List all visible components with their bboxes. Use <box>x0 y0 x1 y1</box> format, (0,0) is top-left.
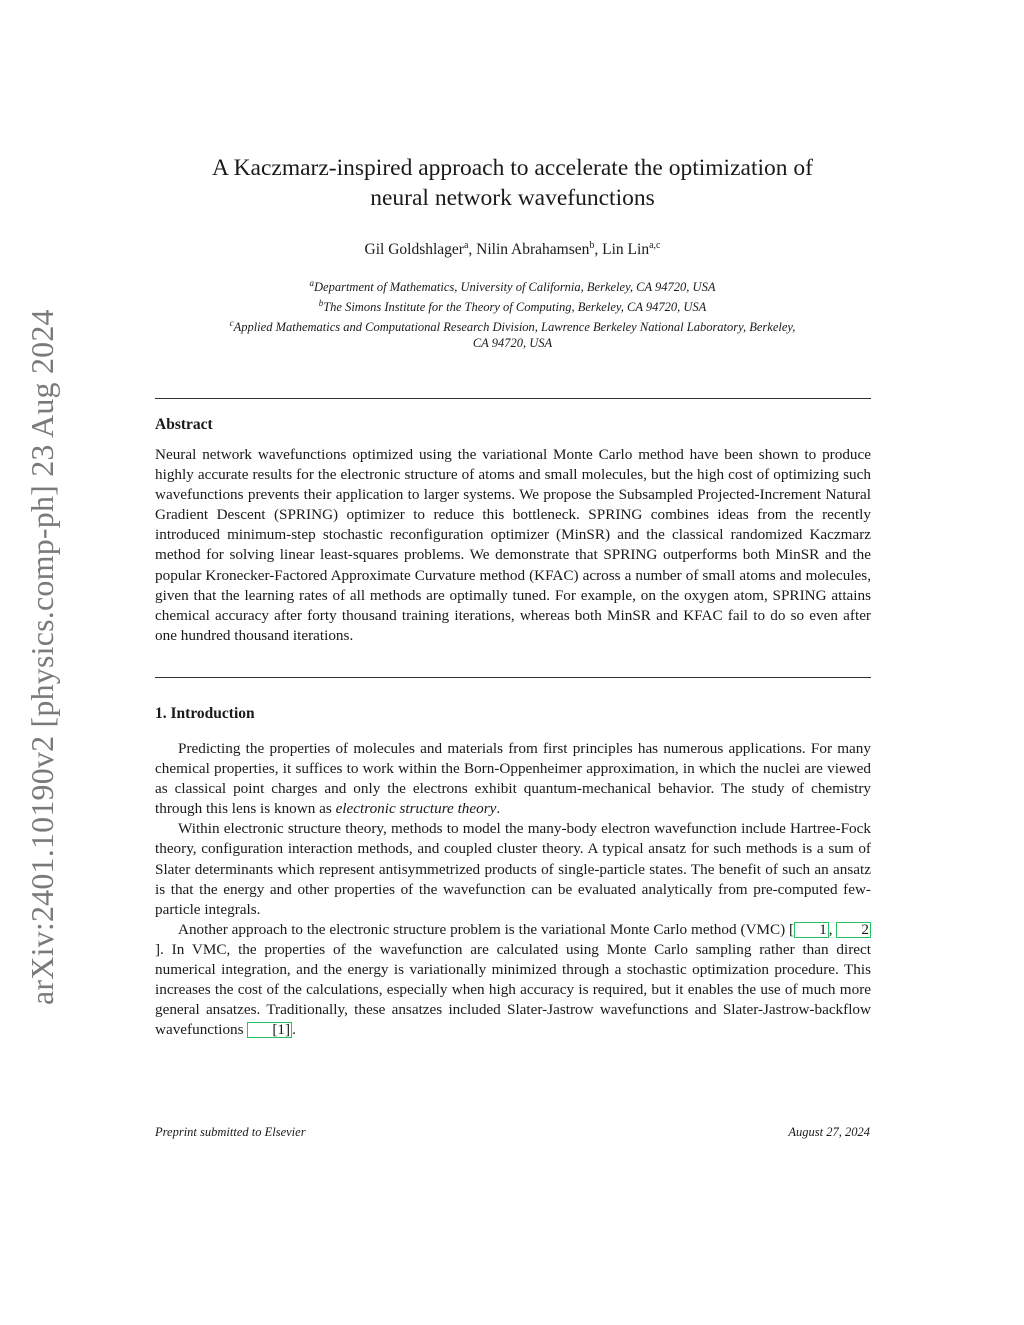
emphasized-term: electronic structure theory <box>335 800 497 818</box>
title-line-2: neural network wavefunctions <box>370 185 655 211</box>
abstract-top-rule <box>155 398 871 399</box>
section-heading-introduction: 1. Introduction <box>155 705 255 722</box>
citation-link[interactable]: [1] <box>247 1022 292 1038</box>
abstract-bottom-rule <box>155 677 871 678</box>
affiliation-mark: b <box>318 298 324 309</box>
footer-preprint-note: Preprint submitted to Elsevier <box>155 1125 306 1139</box>
paragraph-text: , <box>828 920 837 938</box>
author-affiliation-mark: a <box>463 240 469 251</box>
affiliation-list <box>155 275 870 351</box>
arxiv-identifier-stamp: arXiv:2401.10190v2 [physics.comp-ph] 23 Aug 2024 <box>24 309 60 1006</box>
citation-link[interactable]: 1 <box>794 922 829 938</box>
author-name: Nilin Abrahamsen <box>476 241 590 259</box>
author-affiliation-mark: b <box>589 240 595 251</box>
author-affiliation-mark: a,c <box>649 240 661 251</box>
paper-title <box>155 153 870 213</box>
affiliation-text: CA 94720, USA <box>472 336 553 351</box>
footer-date: August 27, 2024 <box>788 1125 870 1139</box>
affiliation-text: The Simons Institute for the Theory of Computing, Berkeley, CA 94720, USA <box>323 300 707 315</box>
author-name: Lin Lin <box>602 241 650 259</box>
affiliation-mark: a <box>309 278 315 288</box>
affiliation-line <box>155 295 870 315</box>
paragraph-text: Within electronic structure theory, methods to model the many-body electron wavefunction include Hartree-Fock theory, configuration interaction methods, and coupled cluster theory. A typical ansatz for such methods is a sum of Slater determinants which represent antisymmetrized products of single-particle states. The benefit of such an ansatz is that the energy and other properties of the wavefunction can be evaluated analytically from pre-computed few-particle integrals. <box>155 820 871 918</box>
paragraph-text: . <box>496 800 501 818</box>
title-line-1: A Kaczmarz-inspired approach to accelerate the optimization of <box>212 155 813 181</box>
author-name: Gil Goldshlager <box>364 241 464 259</box>
paragraph-text: . <box>292 1021 296 1039</box>
affiliation-line <box>155 275 870 295</box>
paragraph-text: ]. In VMC, the properties of the wavefunction are calculated using Monte Carlo sampling rather than direct numerical integration, and the energy is variationally minimized through a stochastic optimization procedure. This increases the cost of the calculations, especially when high accuracy is required, but it enables the use of much more general ansatzes. Traditionally, these ansatzes included Slater-Jastrow wavefunctions and Slater-Jastrow-backflow wavefunctions <box>155 940 871 1039</box>
affiliation-mark: c <box>229 318 234 329</box>
affiliation-line <box>155 335 870 351</box>
abstract-text: Neural network wavefunctions optimized using the variational Monte Carlo method have been shown to produce highly accurate results for the electronic structure of atoms and small molecules, but the high cost of optimizing such wavefunctions prevents their application to larger systems. We propose the Subsampled Projected-Increment Natural Gradient Descent (SPRING) optimizer to reduce this bottleneck. SPRING combines ideas from the recently introduced minimum-step stochastic reconfiguration optimizer (MinSR) and the classical randomized Kaczmarz method for solving linear least-squares problems. We demonstrate that SPRING outperforms both MinSR and the popular Kronecker-Factored Approximate Curvature method (KFAC) across a number of small atoms and molecules, given that the learning rates of all methods are optimally tuned. For example, on the oxygen atom, SPRING attains chemical accuracy after forty thousand training iterations, whereas both MinSR and KFAC fail to do so even after one hundred thousand iterations. <box>155 446 871 644</box>
author-list: Gil Goldshlager$^a$, Nilin Abrahamsen$^b$, Lin Lin$^{a,c}$ <box>364 240 661 259</box>
paragraph <box>155 819 871 919</box>
paragraph <box>155 739 871 819</box>
citation-link[interactable]: 2 <box>836 922 871 938</box>
abstract-heading: Abstract <box>155 416 213 433</box>
paragraph-text: Predicting the properties of molecules and materials from first principles has numerous applications. For many chemical properties, it suffices to work within the Born-Oppenheimer approximation, in which the nuclei are viewed as classical point charges and only the electrons exhibit quantum-mechanical behavior. The study of chemistry through this lens is known as <box>155 740 871 818</box>
paragraph-text: Another approach to the electronic structure problem is the variational Monte Carlo method (VMC) [ <box>178 920 795 938</box>
introduction-body <box>155 739 871 1040</box>
affiliation-text: Department of Mathematics, University of California, Berkeley, CA 94720, USA <box>314 280 716 295</box>
paragraph <box>155 920 871 1041</box>
affiliation-line <box>155 315 870 335</box>
affiliation-text: Applied Mathematics and Computational Research Division, Lawrence Berkeley National Laboratory, Berkeley, <box>233 320 796 335</box>
